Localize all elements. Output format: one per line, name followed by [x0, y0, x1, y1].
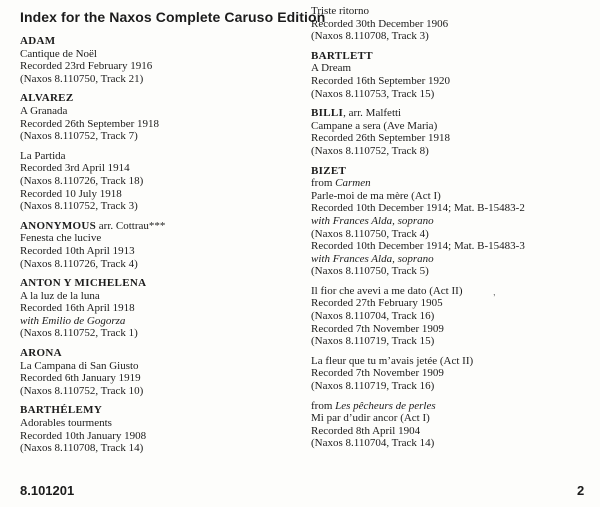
- entry-line: [311, 120, 586, 133]
- entry-text: Recorded 16th September 1920: [311, 74, 450, 87]
- entry-line: [20, 430, 290, 443]
- entry-line: [20, 290, 290, 303]
- entry-text: Recorded 30th December 1906: [311, 17, 449, 30]
- entry-line: [311, 335, 586, 348]
- entry-text: from: [311, 177, 336, 190]
- entry-line: [311, 228, 586, 241]
- entry-line: [311, 18, 586, 31]
- composer-name: BARTHÉLEMY: [20, 404, 103, 417]
- entry-text: (Naxos 8.110752, Track 8): [311, 144, 429, 157]
- entry-text: Recorded 7th November 1909: [311, 367, 444, 380]
- entry-text: Recorded 26th September 1918: [20, 117, 159, 130]
- entry-text: Mi par d’udir ancor (Act I): [311, 412, 430, 425]
- entry-text: Recorded 26th September 1918: [311, 132, 450, 145]
- spacer: [311, 393, 586, 400]
- spacer: [20, 143, 290, 150]
- entry-text: A la luz de la luna: [20, 289, 100, 302]
- entry-text: A Granada: [20, 104, 68, 117]
- entry-text: A Dream: [311, 62, 352, 75]
- entry-text: Recorded 10th December 1914; Mat. B-15483-3: [311, 240, 525, 253]
- entry-line: [311, 380, 586, 393]
- entry-text: (Naxos 8.110752, Track 7): [20, 130, 138, 143]
- entry-line: [20, 360, 290, 373]
- index-entry: [20, 404, 290, 454]
- entry-text: Fenesta che lucive: [20, 232, 102, 245]
- composer-name: BARTLETT: [311, 49, 373, 62]
- entry-line: [311, 310, 586, 323]
- entry-text: Recorded 23rd February 1916: [20, 60, 153, 73]
- entry-line: [20, 162, 290, 175]
- entry-line: [311, 240, 586, 253]
- index-entry: [20, 35, 290, 85]
- composer-name: ADAM: [20, 35, 56, 47]
- catalogue-number: 8.101201: [20, 483, 75, 498]
- entry-line: [311, 190, 586, 203]
- entry-text: (Naxos 8.110753, Track 15): [311, 87, 435, 100]
- entry-line: [20, 327, 290, 340]
- entry-line: [20, 417, 290, 430]
- index-entry: [311, 50, 586, 100]
- page-number: 2: [577, 483, 585, 498]
- composer-name: ANTON Y MICHELENA: [20, 277, 147, 290]
- composer-name: ARONA: [20, 347, 62, 360]
- entry-text: Parle-moi de ma mère (Act I): [311, 189, 441, 202]
- composer-name: BIZET: [311, 164, 347, 177]
- index-entry: [20, 92, 290, 212]
- composer-name: BILLI: [311, 107, 344, 120]
- entry-line: [20, 60, 290, 73]
- entry-text: Cantique de Noël: [20, 47, 97, 60]
- entry-text: with Frances Alda, soprano: [311, 214, 434, 227]
- entry-line: [20, 258, 290, 271]
- entry-text: (Naxos 8.110704, Track 16): [311, 310, 435, 323]
- entry-line: [20, 245, 290, 258]
- composer-heading: [20, 277, 290, 290]
- composer-heading: [20, 404, 290, 417]
- entry-text: Recorded 3rd April 1914: [20, 162, 130, 175]
- entry-line: [311, 265, 586, 278]
- entry-line: [311, 412, 586, 425]
- entry-line: [311, 355, 586, 368]
- entry-text: (Naxos 8.110752, Track 10): [20, 384, 144, 397]
- entry-line: [311, 75, 586, 88]
- entry-line: [20, 130, 290, 143]
- index-entry: [20, 220, 290, 270]
- entry-text: La Partida: [20, 149, 66, 162]
- index-column-right: [311, 5, 586, 457]
- index-entry: [20, 277, 290, 340]
- entry-text: with Frances Alda, soprano: [311, 252, 434, 265]
- entry-line: [311, 30, 586, 43]
- entry-text: La Campana di San Giusto: [20, 359, 139, 372]
- spacer: [311, 278, 586, 285]
- entry-line: [311, 5, 586, 18]
- entry-text: (Naxos 8.110708, Track 3): [311, 30, 429, 43]
- composer-heading: [311, 107, 586, 120]
- entry-line: [20, 315, 290, 328]
- entry-text: Recorded 16th April 1918: [20, 302, 135, 315]
- entry-text: Recorded 10th December 1914; Mat. B-15483-2: [311, 202, 525, 215]
- composer-heading: [311, 165, 586, 178]
- entry-line: [311, 367, 586, 380]
- entry-line: [20, 73, 290, 86]
- index-entry: [20, 347, 290, 397]
- entry-text: (Naxos 8.110752, Track 3): [20, 200, 138, 213]
- entry-line: [311, 285, 586, 298]
- entry-text: Recorded 10 July 1918: [20, 187, 122, 200]
- entry-line: [311, 425, 586, 438]
- entry-text: (Naxos 8.110704, Track 14): [311, 437, 435, 450]
- index-entry: [311, 165, 586, 450]
- entry-text: Il fior che avevi a me dato (Act II): [311, 284, 463, 297]
- entry-line: [20, 385, 290, 398]
- entry-line: [311, 253, 586, 266]
- entry-text: (Naxos 8.110726, Track 4): [20, 257, 138, 270]
- entry-line: [311, 145, 586, 158]
- entry-line: [20, 442, 290, 455]
- composer-heading: [20, 35, 290, 48]
- entry-text: Recorded 7th November 1909: [311, 322, 444, 335]
- scan-mark: ,: [493, 287, 496, 297]
- entry-text: La fleur que tu m’avais jetée (Act II): [311, 354, 474, 367]
- composer-heading: [20, 92, 290, 105]
- work-title: Carmen: [335, 177, 371, 190]
- spacer: [311, 348, 586, 355]
- entry-text: (Naxos 8.110719, Track 15): [311, 335, 435, 348]
- entry-text: (Naxos 8.110726, Track 18): [20, 174, 144, 187]
- entry-line: [20, 175, 290, 188]
- entry-text: Triste ritorno: [311, 5, 369, 17]
- entry-text: Recorded 8th April 1904: [311, 424, 421, 437]
- entry-text: (Naxos 8.110750, Track 21): [20, 72, 144, 85]
- composer-heading: [20, 347, 290, 360]
- entry-text: with Emilio de Gogorza: [20, 314, 126, 327]
- entry-line: [20, 200, 290, 213]
- entry-text: Adorables tourments: [20, 417, 112, 430]
- entry-line: [311, 62, 586, 75]
- entry-text: (Naxos 8.110750, Track 4): [311, 227, 429, 240]
- entry-line: [311, 132, 586, 145]
- composer-heading: [311, 50, 586, 63]
- entry-line: [311, 437, 586, 450]
- entry-line: [20, 188, 290, 201]
- composer-heading: [20, 220, 290, 233]
- arrangement-note: , arr. Malfetti: [343, 107, 402, 120]
- entry-line: [20, 48, 290, 61]
- entry-text: Recorded 6th January 1919: [20, 372, 141, 385]
- entry-line: [20, 150, 290, 163]
- entry-line: [20, 372, 290, 385]
- composer-name: ALVAREZ: [20, 92, 74, 105]
- entry-text: (Naxos 8.110708, Track 14): [20, 442, 144, 455]
- entry-text: Recorded 27th February 1905: [311, 297, 443, 310]
- entry-text: Campane a sera (Ave Maria): [311, 119, 438, 132]
- entry-line: [20, 105, 290, 118]
- entry-line: [20, 302, 290, 315]
- entry-line: [20, 232, 290, 245]
- composer-name: ANONYMOUS: [20, 219, 97, 232]
- entry-line: [20, 118, 290, 131]
- entry-text: Recorded 10th January 1908: [20, 429, 147, 442]
- entry-text: from: [311, 399, 336, 412]
- entry-line: [311, 202, 586, 215]
- entry-text: (Naxos 8.110750, Track 5): [311, 265, 429, 278]
- entry-text: (Naxos 8.110719, Track 16): [311, 380, 435, 393]
- entry-line: [311, 88, 586, 101]
- page-title: Index for the Naxos Complete Caruso Edition: [20, 9, 326, 25]
- arrangement-note: arr. Cottrau***: [96, 219, 166, 232]
- entry-text: (Naxos 8.110752, Track 1): [20, 327, 138, 340]
- entry-line: [311, 297, 586, 310]
- entry-line: [311, 400, 586, 413]
- index-entry: [311, 5, 586, 43]
- entry-line: [311, 215, 586, 228]
- entry-line: [311, 177, 586, 190]
- index-column-left: [20, 35, 290, 462]
- entry-line: [311, 323, 586, 336]
- entry-text: Recorded 10th April 1913: [20, 244, 135, 257]
- index-entry: [311, 107, 586, 157]
- work-title: Les pêcheurs de perles: [335, 399, 436, 412]
